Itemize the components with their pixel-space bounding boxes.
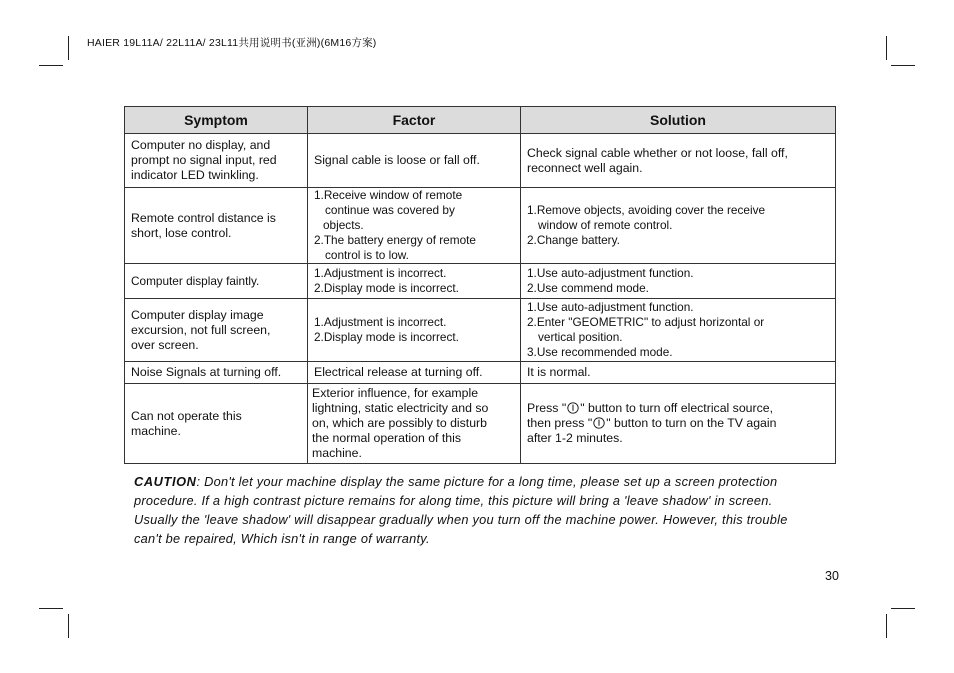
symptom-line: Can not operate this [131,408,242,423]
caution-text: : Don't let your machine display the same picture for a long time, please set up a screen protection [196,474,778,489]
header-symptom: Symptom [125,107,308,134]
table-row [125,188,836,264]
solution-line: vertical position. [538,330,623,344]
factor-line: the normal operation of this [312,431,462,445]
factor-line: lightning, static electricity and so [312,401,489,415]
symptom-line: Computer no display, and [131,138,271,152]
solution-line: 3.Use recommended mode. [527,345,673,359]
caution-label: CAUTION [134,474,197,489]
solution-line: window of remote control. [538,218,673,232]
symptom-line: Noise Signals at turning off. [131,365,282,379]
factor-cell [308,362,521,384]
solution-line: 2.Enter "GEOMETRIC" to adjust horizontal or [527,315,765,329]
crop-mark [891,608,915,609]
factor-line: on, which are possibly to disturb [312,416,487,430]
solution-cell [521,299,836,362]
solution-line: after 1-2 minutes. [527,431,623,445]
symptom-cell [125,188,308,264]
factor-line: machine. [312,446,362,460]
table-row [125,264,836,299]
solution-line: 2.Use commend mode. [527,281,649,295]
power-button-icon [567,402,579,414]
factor-cell [308,264,521,299]
symptom-line: Computer display faintly. [131,273,260,288]
caution-paragraph [134,472,834,548]
table-row [125,134,836,188]
solution-line: reconnect well again. [527,160,643,175]
symptom-cell [125,384,308,464]
factor-line: Exterior influence, for example [312,386,479,400]
symptom-cell [125,134,308,188]
factor-cell [308,384,521,464]
solution-line: Check signal cable whether or not loose, fall off, [527,145,788,160]
factor-cell [308,188,521,264]
symptom-cell [125,362,308,384]
symptom-line: Computer display image [131,307,264,322]
solution-line: 1.Remove objects, avoiding cover the receive [527,203,766,217]
factor-line: 1.Adjustment is incorrect. [314,315,447,329]
factor-line: continue was covered by [325,203,455,217]
header-solution: Solution [521,107,836,134]
power-button-icon [593,417,605,429]
solution-line: 1.Use auto-adjustment function. [527,266,694,280]
solution-line [527,401,830,416]
factor-line: control is to low. [325,248,409,262]
crop-mark [39,65,63,66]
caution-line: procedure. If a high contrast picture remains for along time, this picture will bring a 'leave shadow' in screen. [134,493,773,508]
table-row [125,362,836,384]
solution-cell [521,134,836,188]
symptom-line: short, lose control. [131,225,232,240]
solution-line: 2.Change battery. [527,233,620,247]
symptom-line: excursion, not full screen, [131,322,271,337]
troubleshooting-table [124,106,836,464]
table-row [125,384,836,464]
solution-line: 1.Use auto-adjustment function. [527,300,694,314]
caution-line: Usually the 'leave shadow' will disappear gradually when you turn off the machine power. However, this trouble [134,512,788,527]
table-header-row [125,107,836,134]
solution-text: Press " [527,401,567,415]
factor-line: Electrical release at turning off. [314,365,483,379]
solution-text: " button to turn off electrical source, [580,401,774,415]
factor-line: Signal cable is loose or fall off. [314,153,480,167]
document-header: HAIER 19L11A/ 22L11A/ 23L11共用说明书(亚洲)(6M16方案) [87,37,377,49]
table-row [125,299,836,362]
factor-line: 2.The battery energy of remote [314,233,476,247]
solution-text: " button to turn on the TV again [606,416,777,430]
caution-line: can't be repaired, Which isn't in range of warranty. [134,531,430,546]
symptom-cell [125,264,308,299]
solution-cell [521,188,836,264]
symptom-line: Remote control distance is [131,210,276,225]
factor-line: 1.Adjustment is incorrect. [314,266,447,280]
solution-text: then press " [527,416,593,430]
solution-line: It is normal. [527,365,591,379]
crop-mark [891,65,915,66]
crop-mark [886,614,887,638]
factor-line: 2.Display mode is incorrect. [314,330,459,344]
crop-mark [68,36,69,60]
solution-line [527,416,830,431]
symptom-line: machine. [131,423,181,438]
crop-mark [68,614,69,638]
factor-line: objects. [323,218,364,232]
symptom-line: indicator LED twinkling. [131,168,259,182]
header-factor: Factor [308,107,521,134]
symptom-line: prompt no signal input, red [131,153,277,167]
factor-cell [308,299,521,362]
solution-cell [521,384,836,464]
crop-mark [886,36,887,60]
solution-cell [521,264,836,299]
solution-cell [521,362,836,384]
factor-line: 1.Receive window of remote [314,188,463,202]
crop-mark [39,608,63,609]
factor-cell [308,134,521,188]
symptom-cell [125,299,308,362]
caution-line [134,472,834,491]
symptom-line: over screen. [131,337,199,352]
factor-line: 2.Display mode is incorrect. [314,281,459,295]
page-number: 30 [825,569,839,583]
